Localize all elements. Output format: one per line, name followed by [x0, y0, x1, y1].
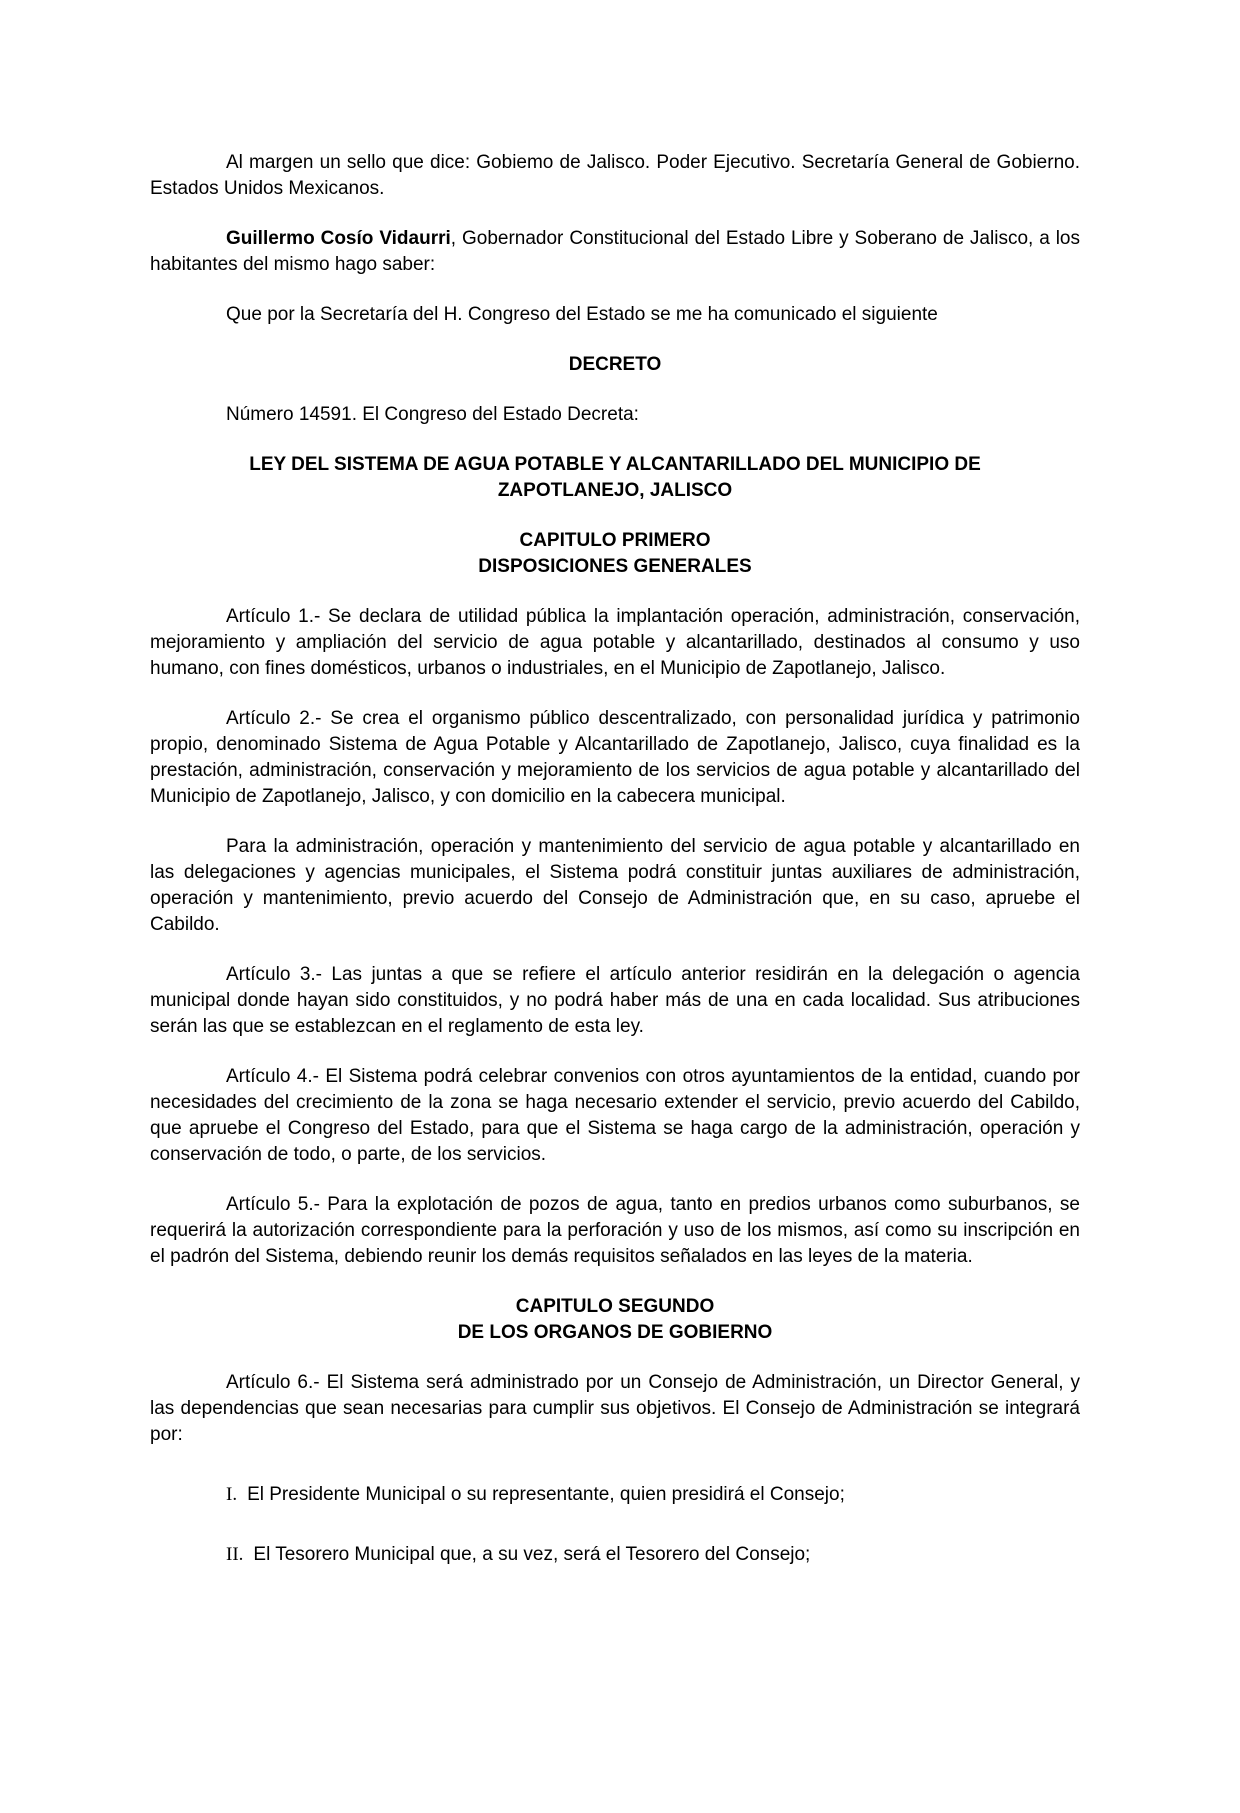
governor-name: Guillermo Cosío Vidaurri	[226, 228, 451, 249]
governor-rest: , Gobernador Constitucional del Estado Libre y Soberano de Jalisco, a los habitantes del mismo hago saber:	[150, 228, 1080, 275]
law-title-line2: ZAPOTLANEJO, JALISCO	[497, 480, 733, 501]
chapter1-subtitle: DISPOSICIONES GENERALES	[478, 556, 752, 577]
chapter2-title: CAPITULO SEGUNDO	[515, 1296, 715, 1317]
intro-paragraph: Que por la Secretaría del H. Congreso del Estado se me ha comunicado el siguiente	[226, 304, 938, 325]
list-text: El Tesorero Municipal que, a su vez, será el Tesorero del Consejo;	[253, 1544, 811, 1565]
document-page	[150, 150, 1080, 1568]
chapter2-subtitle: DE LOS ORGANOS DE GOBIERNO	[457, 1322, 773, 1343]
list-numeral: I.	[226, 1484, 238, 1505]
article-2: Artículo 2.- Se crea el organismo público descentralizado, con personalidad jurídica y patrimonio propio, denominado Sistema de Agua Potable y Alcantarillado de Zapotlanejo, Jalisco, cuya finalidad es la prestación, administración, conservación y mejoramiento de los servicios de agua potable y alcantarillado del Municipio de Zapotlanejo, Jalisco, y con domicilio en la cabecera municipal.	[150, 708, 1080, 807]
article-5: Artículo 5.- Para la explotación de pozos de agua, tanto en predios urbanos como suburbanos, se requerirá la autorización correspondiente para la perforación y uso de los mismos, así como su inscripción en el padrón del Sistema, debiendo reunir los demás requisitos señalados en las leyes de la materia.	[150, 1194, 1080, 1267]
decree-heading: DECRETO	[568, 354, 662, 375]
article-4: Artículo 4.- El Sistema podrá celebrar convenios con otros ayuntamientos de la entidad, cuando por necesidades del crecimiento de la zona se haga necesario extender el servicio, previo acuerdo del Cabildo, que apruebe el Congreso del Estado, para que el Sistema se haga cargo de la administración, operación y conservación de todo, o parte, de los servicios.	[150, 1066, 1080, 1165]
decree-number: Número 14591. El Congreso del Estado Decreta:	[226, 404, 639, 425]
list-item	[226, 1482, 1080, 1508]
article-3: Artículo 3.- Las juntas a que se refiere el artículo anterior residirán en la delegación o agencia municipal donde hayan sido constituidos, y no podrá haber más de una en cada localidad. Sus atribuciones serán las que se establezcan en el reglamento de esta ley.	[150, 964, 1080, 1037]
list-numeral: II.	[226, 1544, 244, 1565]
list-item	[226, 1542, 1080, 1568]
law-title	[150, 452, 1080, 504]
chapter1-title: CAPITULO PRIMERO	[519, 530, 711, 551]
article-2-paragraph-2: Para la administración, operación y mantenimiento del servicio de agua potable y alcantarillado en las delegaciones y agencias municipales, el Sistema podrá constituir juntas auxiliares de administración, operación y mantenimiento, previo acuerdo del Consejo de Administración que, en su caso, apruebe el Cabildo.	[150, 836, 1080, 935]
chapter1-heading	[150, 528, 1080, 580]
article-6: Artículo 6.- El Sistema será administrado por un Consejo de Administración, un Director General, y las dependencias que sean necesarias para cumplir sus objetivos. El Consejo de Administración se integrará por:	[150, 1372, 1080, 1445]
chapter2-heading	[150, 1294, 1080, 1346]
article-1: Artículo 1.- Se declara de utilidad pública la implantación operación, administración, conservación, mejoramiento y ampliación del servicio de agua potable y alcantarillado, destinados al consumo y uso humano, con fines domésticos, urbanos o industriales, en el Municipio de Zapotlanejo, Jalisco.	[150, 606, 1080, 679]
seal-note: Al margen un sello que dice: Gobiemo de Jalisco. Poder Ejecutivo. Secretaría General de Gobierno. Estados Unidos Mexicanos.	[150, 152, 1080, 199]
list-text: El Presidente Municipal o su representante, quien presidirá el Consejo;	[247, 1484, 845, 1505]
governor-paragraph	[150, 226, 1080, 278]
law-title-line1: LEY DEL SISTEMA DE AGUA POTABLE Y ALCANTARILLADO DEL MUNICIPIO DE	[249, 454, 981, 475]
